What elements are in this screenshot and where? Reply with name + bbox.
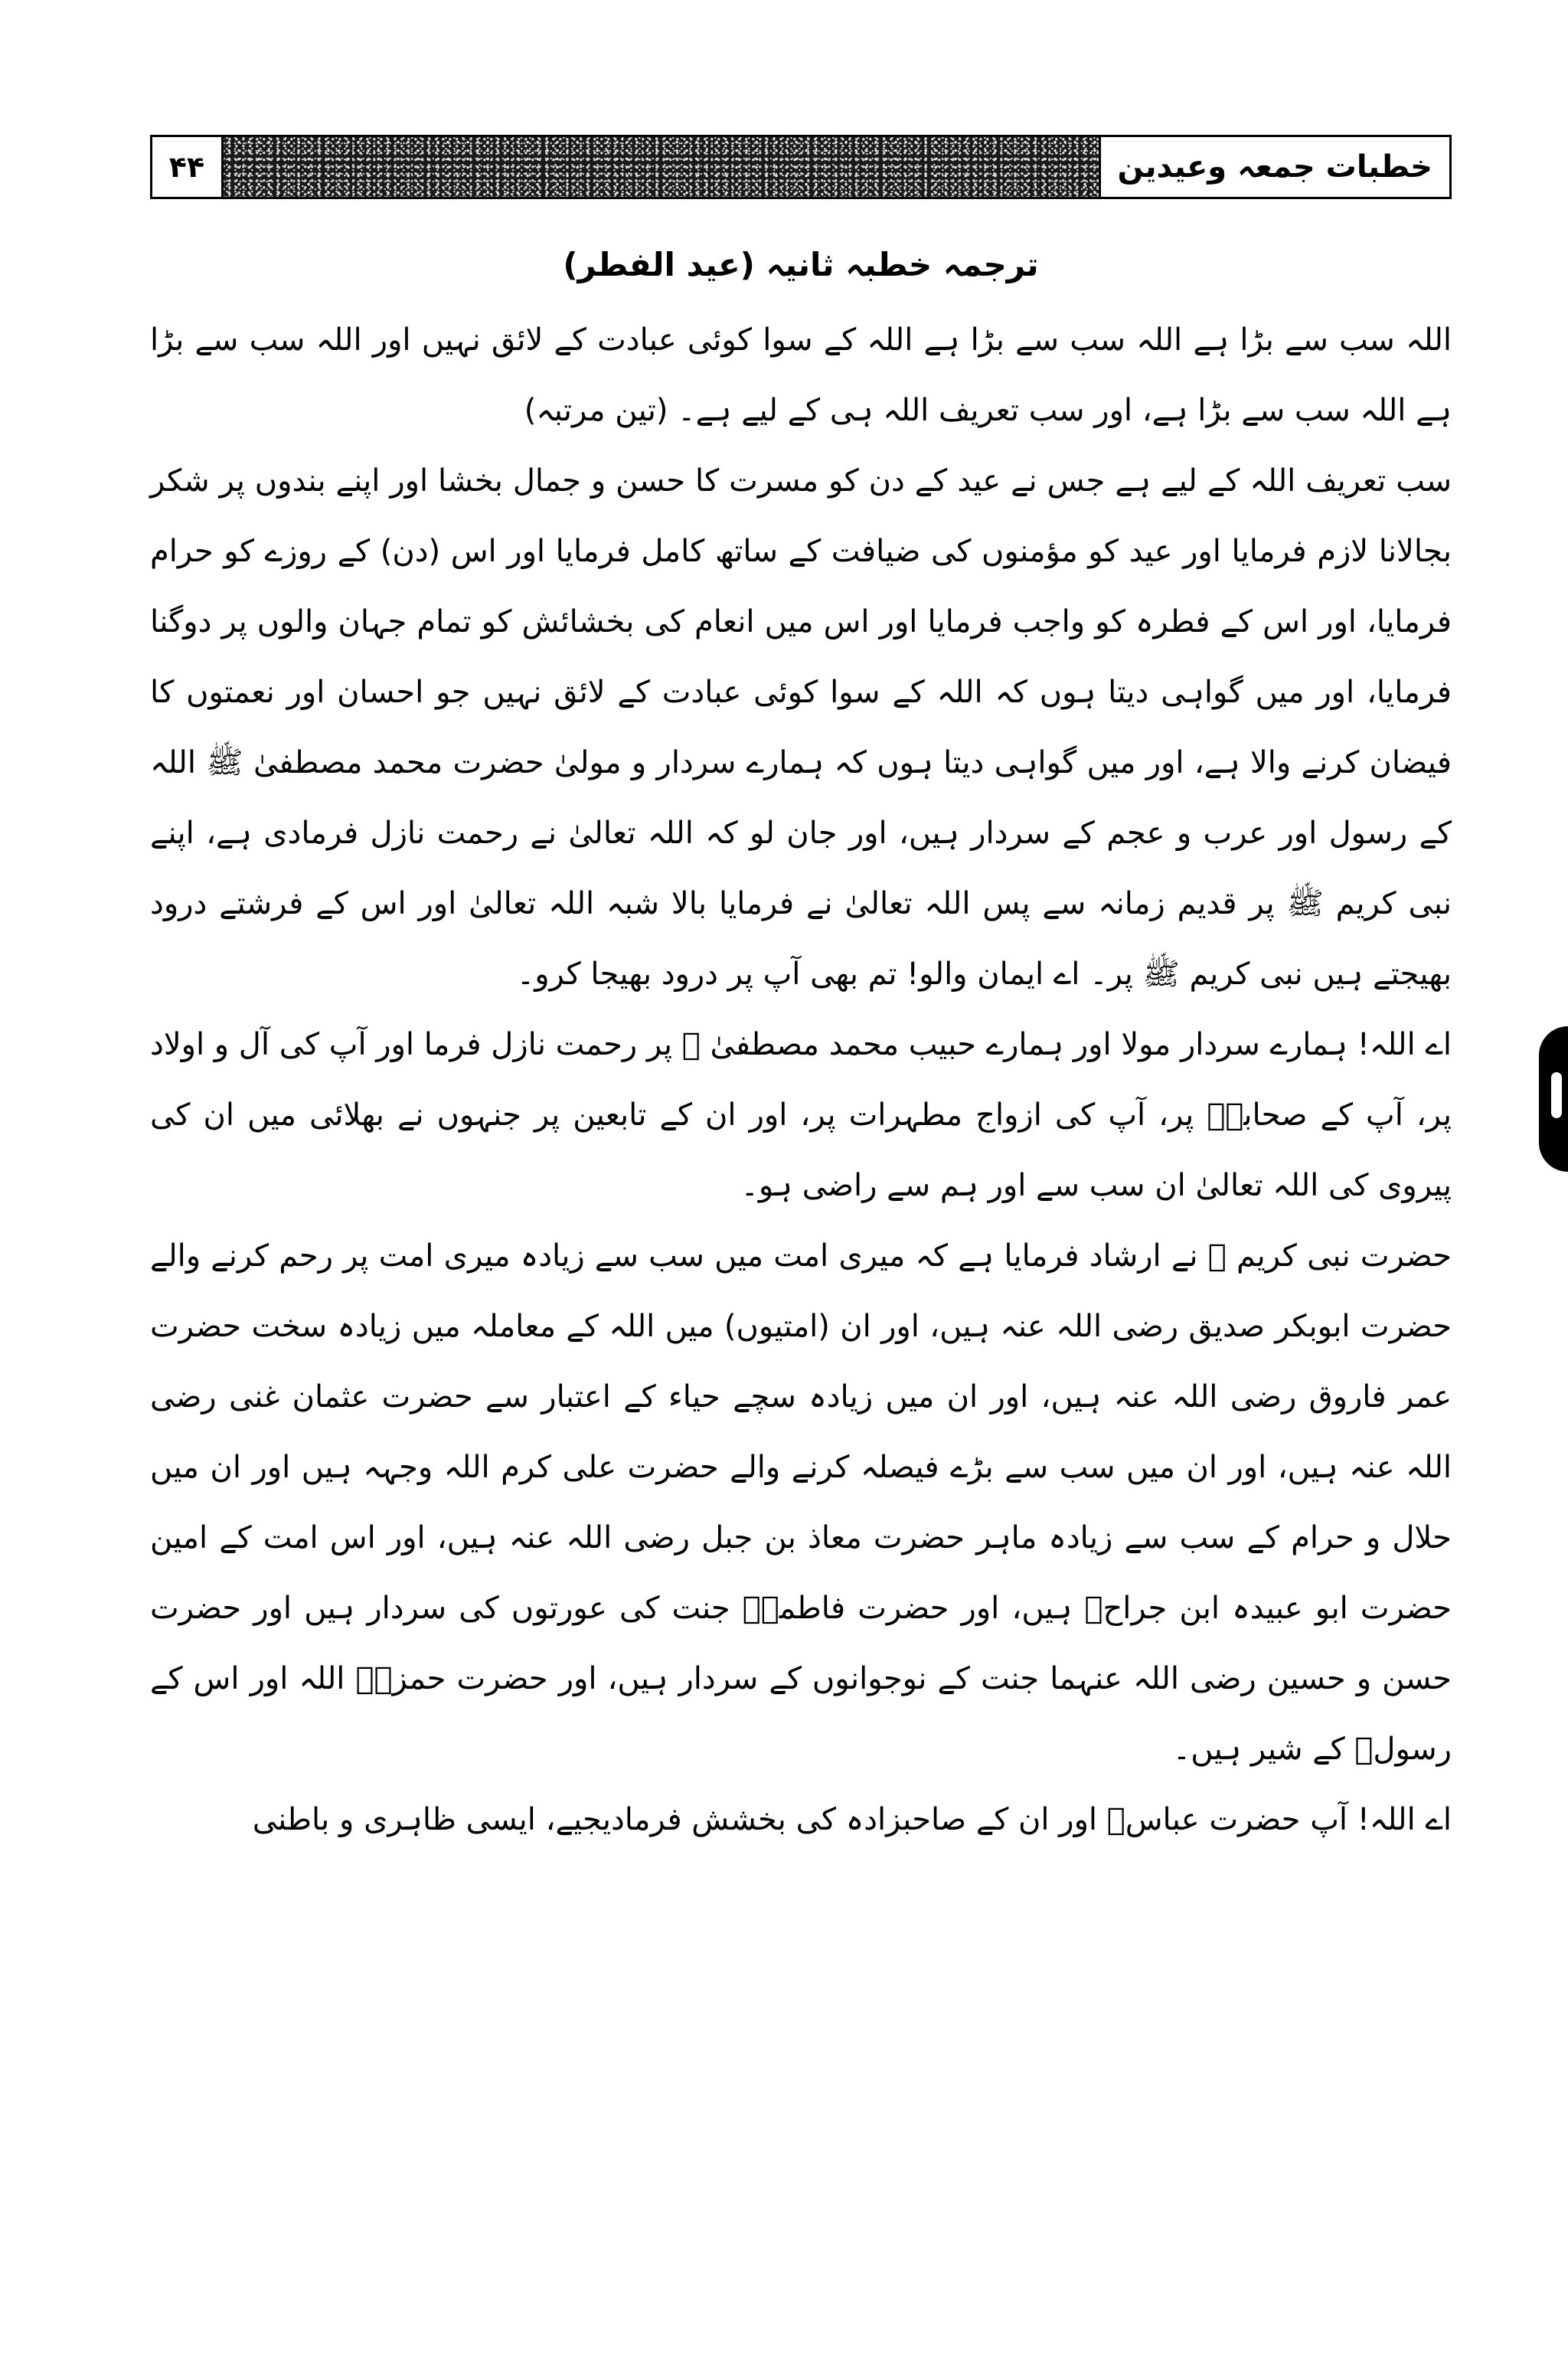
paragraph-companions: حضرت نبی کریم ﷺ نے ارشاد فرمایا ہے کہ میری امت میں سب سے زیادہ میری امت پر رحم کرنے والے حضرت ابوبکر صدیق رضی اللہ عنہ ہیں، اور ان (امتیوں) میں اللہ کے معاملہ میں زیادہ سخت حضرت عمر فاروق رضی اللہ عنہ ہیں، اور ان میں زیادہ سچے حیاء کے اعتبار سے حضرت عثمان غنی رضی اللہ عنہ ہیں، اور ان میں سب سے بڑے فیصلہ کرنے والے حضرت علی کرم اللہ وجہہ ہیں اور ان میں حلال و حرام کے سب سے زیادہ ماہر حضرت معاذ بن جبل رضی اللہ عنہ ہیں، اور اس امت کے امین حضرت ابو عبیدہ ابن جراحؓ ہیں، اور حضرت فاطمہؓ جنت کی عورتوں کی سردار ہیں اور حضرت حسن و حسین رضی اللہ عنہما جنت کے نوجوانوں کے سردار ہیں، اور حضرت حمزہؓ اللہ اور اس کے رسولؐ کے شیر ہیں۔ <box>150 1238 1452 1767</box>
page-header <box>150 135 1452 199</box>
paragraph-takbir: اللہ سب سے بڑا ہے اللہ سب سے بڑا ہے اللہ کے سوا کوئی عبادت کے لائق نہیں اور اللہ سب سے بڑا ہے اللہ سب سے بڑا ہے، اور سب تعریف اللہ ہی کے لیے ہے۔ (تین مرتبہ) <box>150 322 1452 428</box>
book-title: خطبات جمعہ وعیدین <box>1099 137 1449 197</box>
page-content <box>150 230 1452 1855</box>
page-edge-tab-notch <box>1551 1072 1562 1118</box>
page-number: ۴۴ <box>152 137 224 197</box>
paragraph-dua: اے اللہ! آپ حضرت عباسؓ اور ان کے صاحبزادہ کی بخشش فرمادیجیے، ایسی ظاہری و باطنی <box>252 1802 1452 1837</box>
section-heading: ترجمہ خطبہ ثانیہ (عید الفطر) <box>563 246 1039 283</box>
paragraph-praise: سب تعریف اللہ کے لیے ہے جس نے عید کے دن کو مسرت کا حسن و جمال بخشا اور اپنے بندوں پر شکر بجالانا لازم فرمایا اور عید کو مؤمنوں کی ضیافت کے ساتھ کامل فرمایا اور اس (دن) کے روزے کو حرام فرمایا، اور اس کے فطرہ کو واجب فرمایا اور اس میں انعام کی بخشائش کو تمام جہان والوں پر دوگنا فرمایا، اور میں گواہی دیتا ہوں کہ اللہ کے سوا کوئی عبادت کے لائق نہیں جو احسان اور نعمتوں کا فیضان کرنے والا ہے، اور میں گواہی دیتا ہوں کہ ہمارے سردار و مولیٰ حضرت محمد مصطفیٰ ﷺ اللہ کے رسول اور عرب و عجم کے سردار ہیں، اور جان لو کہ اللہ تعالیٰ نے رحمت نازل فرمادی ہے، اپنے نبی کریم ﷺ پر قدیم زمانہ سے پس اللہ تعالیٰ نے فرمایا بالا شبہ اللہ تعالیٰ اور اس کے فرشتے درود بھیجتے ہیں نبی کریم ﷺ پر۔ اے ایمان والو! تم بھی آپ پر درود بھیجا کرو۔ <box>150 463 1452 992</box>
paragraph-durood: اے اللہ! ہمارے سردار مولا اور ہمارے حبیب محمد مصطفیٰ ﷺ پر رحمت نازل فرما اور آپ کی آل و اولاد پر، آپ کے صحابہؓ پر، آپ کی ازواج مطہرات پر، اور ان کے تابعین پر جنہوں نے بھلائی میں ان کی پیروی کی اللہ تعالیٰ ان سب سے اور ہم سے راضی ہو۔ <box>150 1027 1452 1203</box>
